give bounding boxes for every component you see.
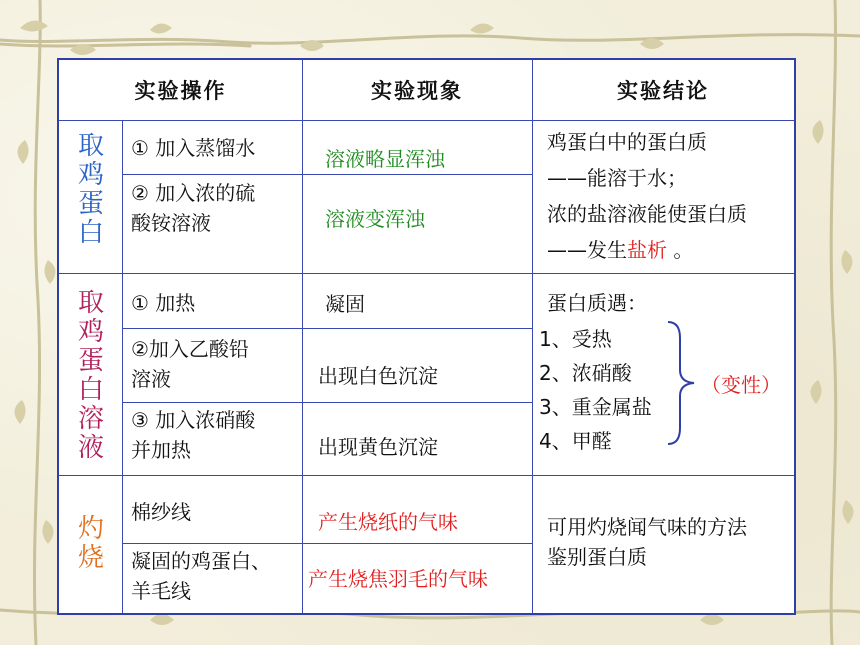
ph-r2: 溶液变浑浊: [325, 207, 425, 231]
group-label-egg-white: 取 鸡 蛋 白: [77, 131, 104, 248]
ph-r5: 出现黄色沉淀: [318, 435, 438, 459]
denaturation-factors: 1、受热 2、浓硝酸 3、重金属盐 4、甲醛: [539, 327, 652, 453]
op-r5: ③ 加入浓硝酸 并加热: [131, 408, 256, 462]
op-r4: ②加入乙酸铅 溶液: [131, 337, 249, 391]
op-r6: 棉纱线: [131, 500, 191, 524]
group-label-egg-white-solution: 取 鸡 蛋 白 溶 液: [77, 288, 104, 463]
salting-out-term: 盐析: [627, 238, 667, 262]
op-r2: ② 加入浓的硫 酸铵溶液: [131, 181, 256, 235]
group-label-burning: 灼 烧: [77, 514, 104, 573]
ph-r6: 产生烧纸的气味: [318, 510, 458, 534]
op-r1: ① 加入蒸馏水: [131, 136, 256, 160]
op-r3: ① 加热: [131, 291, 196, 315]
conclusion-salting-out: 鸡蛋白中的蛋白质 ——能溶于水； 浓的盐溶液能使蛋白质 ——发生盐析 。: [547, 130, 747, 262]
right-brace-icon: [664, 318, 704, 448]
header-phenomenon: 实验现象: [371, 79, 463, 103]
ph-r3: 凝固: [325, 292, 365, 316]
ph-r7: 产生烧焦羽毛的气味: [308, 567, 488, 591]
conclusion-identify-protein: 可用灼烧闻气味的方法 鉴别蛋白质: [547, 515, 747, 569]
ph-r1: 溶液略显浑浊: [325, 147, 445, 171]
header-operation: 实验操作: [134, 79, 227, 103]
experiment-table: [57, 58, 796, 615]
denaturation-label: （变性）: [701, 373, 781, 397]
ph-r4: 出现白色沉淀: [318, 364, 438, 388]
op-r7: 凝固的鸡蛋白、 羊毛线: [131, 549, 271, 603]
conclusion-denaturation: 蛋白质遇：: [547, 291, 647, 315]
header-conclusion: 实验结论: [617, 79, 709, 103]
